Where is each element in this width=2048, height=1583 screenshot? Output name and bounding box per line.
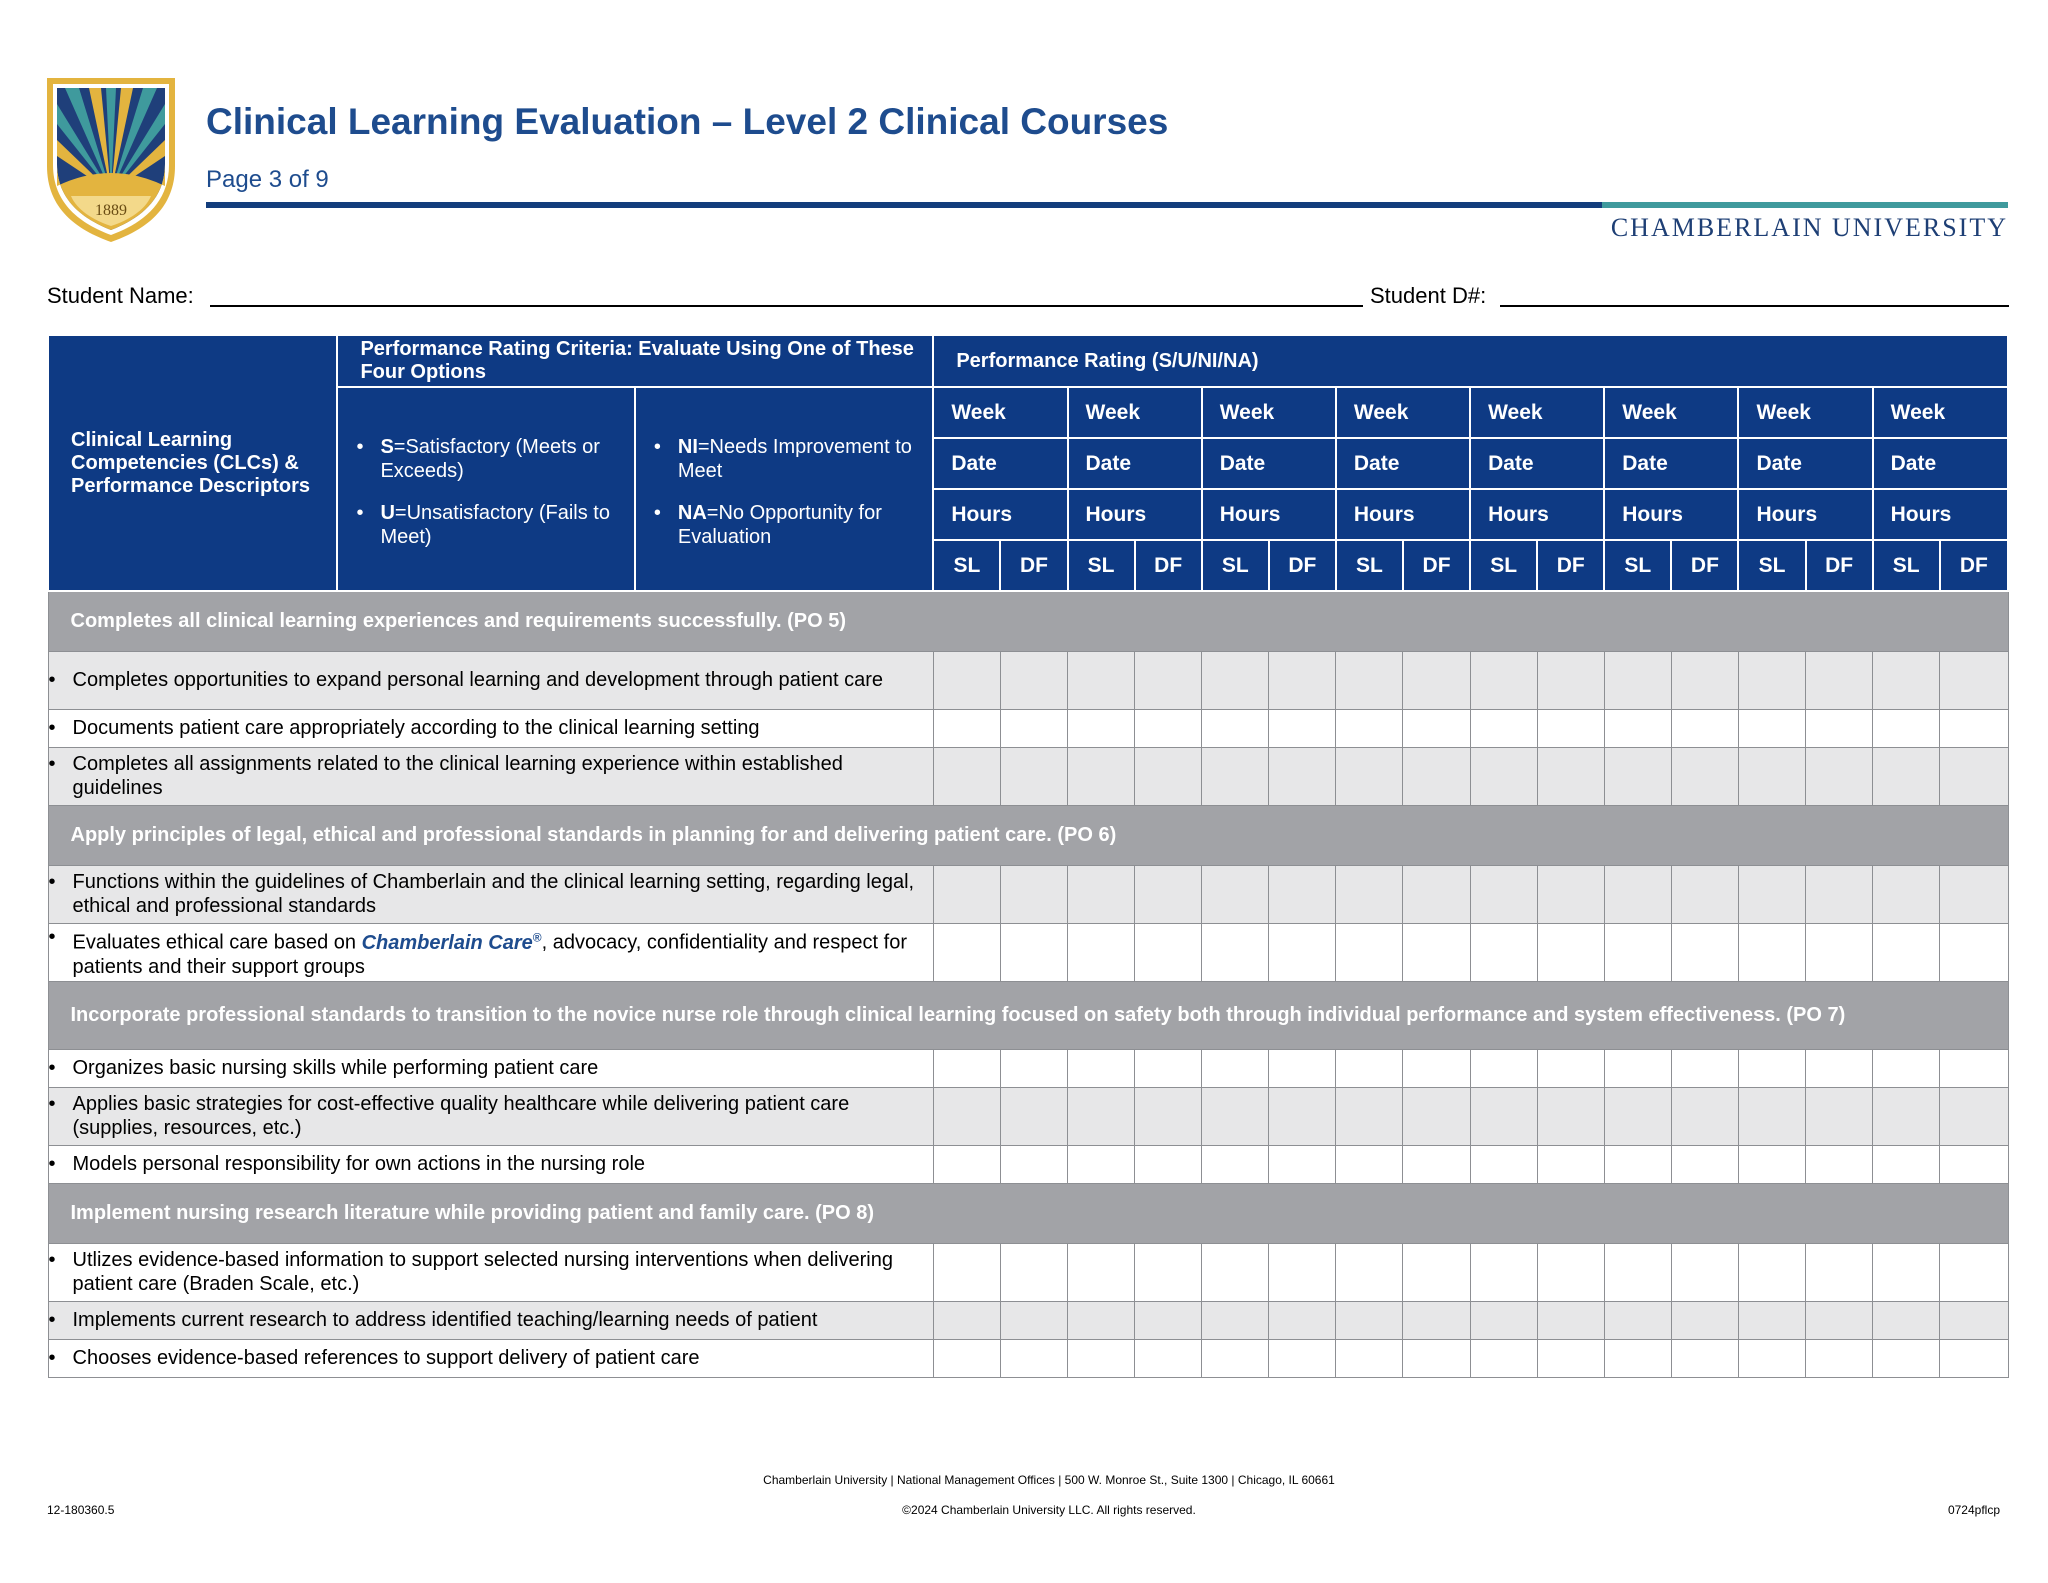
rating-cell-week6-df[interactable] <box>1671 747 1738 805</box>
date-header-7: Date <box>1738 438 1872 489</box>
rating-cell-week1-sl[interactable] <box>933 923 1000 981</box>
rating-cell-week5-df[interactable] <box>1537 1339 1604 1377</box>
rating-cell-week1-df[interactable] <box>1000 1339 1067 1377</box>
competency-descriptor <box>48 1049 933 1087</box>
sl-header-2: SL <box>1068 540 1135 591</box>
rating-cell-week3-sl[interactable] <box>1202 709 1269 747</box>
rating-cell-week4-df[interactable] <box>1403 923 1470 981</box>
week-header-7: Week <box>1738 387 1872 438</box>
rating-cell-week5-sl[interactable] <box>1470 1243 1537 1301</box>
rating-cell-week1-sl[interactable] <box>933 747 1000 805</box>
sl-header-4: SL <box>1336 540 1403 591</box>
rating-cell-week8-df[interactable] <box>1940 923 2008 981</box>
rating-cell-week5-df[interactable] <box>1537 1243 1604 1301</box>
rating-cell-week7-sl[interactable] <box>1738 1145 1805 1183</box>
rating-cell-week2-sl[interactable] <box>1068 1087 1135 1145</box>
week-header-2: Week <box>1068 387 1202 438</box>
rating-cell-week3-df[interactable] <box>1269 1243 1336 1301</box>
rating-cell-week3-df[interactable] <box>1269 747 1336 805</box>
footer-doc-code: 12-180360.5 <box>47 1503 115 1517</box>
rating-cell-week7-sl[interactable] <box>1738 923 1805 981</box>
competency-descriptor <box>48 1087 933 1145</box>
rating-cell-week2-df[interactable] <box>1135 1243 1202 1301</box>
competency-row <box>48 1243 2008 1301</box>
rating-cell-week2-df[interactable] <box>1135 923 1202 981</box>
rating-cell-week6-df[interactable] <box>1671 923 1738 981</box>
rating-cell-week4-sl[interactable] <box>1336 1049 1403 1087</box>
rating-cell-week5-df[interactable] <box>1537 709 1604 747</box>
rating-cell-week4-sl[interactable] <box>1336 1339 1403 1377</box>
header-rule-teal <box>1602 202 2008 208</box>
section-row <box>48 981 2008 1049</box>
rating-cell-week4-df[interactable] <box>1403 1301 1470 1339</box>
competency-descriptor <box>48 709 933 747</box>
rating-cell-week1-df[interactable] <box>1000 747 1067 805</box>
rating-cell-week4-df[interactable] <box>1403 651 1470 709</box>
hours-header-6: Hours <box>1604 489 1738 540</box>
date-header-5: Date <box>1470 438 1604 489</box>
rating-cell-week4-df[interactable] <box>1403 1339 1470 1377</box>
rating-cell-week8-sl[interactable] <box>1873 651 1940 709</box>
competency-descriptor <box>48 1301 933 1339</box>
sl-header-8: SL <box>1873 540 1940 591</box>
hours-header-8: Hours <box>1873 489 2008 540</box>
week-header-6: Week <box>1604 387 1738 438</box>
footer-address: Chamberlain University | National Management Offices | 500 W. Monroe St., Suite 1300 | Chicago, IL 60661 <box>763 1473 1335 1487</box>
sl-header-6: SL <box>1604 540 1671 591</box>
date-header-2: Date <box>1068 438 1202 489</box>
rating-cell-week3-sl[interactable] <box>1202 923 1269 981</box>
df-header-5: DF <box>1537 540 1604 591</box>
rating-cell-week6-df[interactable] <box>1671 1301 1738 1339</box>
competency-row <box>48 747 2008 805</box>
rating-cell-week2-df[interactable] <box>1135 747 1202 805</box>
rating-cell-week2-sl[interactable] <box>1068 1243 1135 1301</box>
rating-cell-week5-df[interactable] <box>1537 865 1604 923</box>
rating-cell-week5-df[interactable] <box>1537 1301 1604 1339</box>
date-header-3: Date <box>1202 438 1336 489</box>
rating-cell-week6-df[interactable] <box>1671 865 1738 923</box>
descriptor-text: • Completes all assignments related to the clinical learning experience within established guidelines <box>49 752 933 800</box>
rating-cell-week6-sl[interactable] <box>1604 1339 1671 1377</box>
section-row <box>48 1183 2008 1243</box>
rating-cell-week6-df[interactable] <box>1671 1049 1738 1087</box>
competency-row <box>48 923 2008 981</box>
clc-header: Clinical Learning Competencies (CLCs) & Performance Descriptors <box>48 335 337 591</box>
section-row <box>48 805 2008 865</box>
rating-cell-week7-df[interactable] <box>1806 747 1873 805</box>
rating-cell-week4-sl[interactable] <box>1336 1243 1403 1301</box>
rating-cell-week1-df[interactable] <box>1000 1145 1067 1183</box>
descriptor-text: • Utlizes evidence-based information to support selected nursing interventions when delivering patient care (Braden Scale, etc.) <box>49 1248 933 1296</box>
rating-cell-week8-df[interactable] <box>1940 865 2008 923</box>
rating-cell-week7-df[interactable] <box>1806 651 1873 709</box>
rating-cell-week7-df[interactable] <box>1806 1049 1873 1087</box>
rating-cell-week7-df[interactable] <box>1806 709 1873 747</box>
rating-cell-week6-sl[interactable] <box>1604 923 1671 981</box>
competency-descriptor <box>48 865 933 923</box>
rating-cell-week1-df[interactable] <box>1000 1301 1067 1339</box>
rating-cell-week6-sl[interactable] <box>1604 1087 1671 1145</box>
rating-cell-week4-df[interactable] <box>1403 865 1470 923</box>
rating-cell-week3-sl[interactable] <box>1202 1243 1269 1301</box>
rating-cell-week8-df[interactable] <box>1940 747 2008 805</box>
rating-cell-week4-sl[interactable] <box>1336 747 1403 805</box>
rating-cell-week7-df[interactable] <box>1806 865 1873 923</box>
student-name-field[interactable] <box>210 305 1363 307</box>
competency-row <box>48 1301 2008 1339</box>
competency-descriptor <box>48 1145 933 1183</box>
rating-cell-week2-sl[interactable] <box>1068 923 1135 981</box>
descriptor-text-post: , advocacy, confidentiality and respect for patients and their support groups <box>72 931 907 978</box>
rating-cell-week7-df[interactable] <box>1806 1243 1873 1301</box>
rating-cell-week1-df[interactable] <box>1000 709 1067 747</box>
week-header-4: Week <box>1336 387 1470 438</box>
rating-cell-week4-df[interactable] <box>1403 1145 1470 1183</box>
rating-cell-week2-sl[interactable] <box>1068 1301 1135 1339</box>
week-header-5: Week <box>1470 387 1604 438</box>
date-header-1: Date <box>933 438 1067 489</box>
rating-cell-week5-df[interactable] <box>1537 651 1604 709</box>
rating-cell-week6-sl[interactable] <box>1604 1243 1671 1301</box>
criteria-options-right <box>635 387 933 591</box>
competency-row <box>48 1339 2008 1377</box>
rating-cell-week3-df[interactable] <box>1269 1049 1336 1087</box>
rating-cell-week8-sl[interactable] <box>1873 1339 1940 1377</box>
competency-descriptor <box>48 747 933 805</box>
rating-cell-week8-sl[interactable] <box>1873 1301 1940 1339</box>
rating-cell-week7-sl[interactable] <box>1738 1301 1805 1339</box>
option-s: • S=Satisfactory (Meets or Exceeds) <box>356 435 633 483</box>
rating-cell-week5-sl[interactable] <box>1470 923 1537 981</box>
rating-cell-week7-sl[interactable] <box>1738 651 1805 709</box>
rating-cell-week2-sl[interactable] <box>1068 1049 1135 1087</box>
df-header-8: DF <box>1940 540 2008 591</box>
section-title: Incorporate professional standards to transition to the novice nurse role through clinical learning focused on safety both through individual performance and system effectiveness. (PO 7) <box>48 981 2008 1049</box>
competency-descriptor <box>48 1243 933 1301</box>
rating-cell-week8-sl[interactable] <box>1873 923 1940 981</box>
rating-cell-week3-df[interactable] <box>1269 923 1336 981</box>
rating-cell-week4-df[interactable] <box>1403 747 1470 805</box>
df-header-3: DF <box>1269 540 1336 591</box>
rating-cell-week2-df[interactable] <box>1135 1049 1202 1087</box>
rating-cell-week2-sl[interactable] <box>1068 651 1135 709</box>
rating-cell-week2-sl[interactable] <box>1068 747 1135 805</box>
rating-cell-week5-sl[interactable] <box>1470 1049 1537 1087</box>
rating-cell-week5-sl[interactable] <box>1470 1145 1537 1183</box>
rating-cell-week6-sl[interactable] <box>1604 709 1671 747</box>
competency-row <box>48 1145 2008 1183</box>
rating-cell-week3-sl[interactable] <box>1202 865 1269 923</box>
descriptor-text: • Completes opportunities to expand personal learning and development through patient care <box>49 668 933 692</box>
rating-cell-week8-sl[interactable] <box>1873 747 1940 805</box>
rating-cell-week5-sl[interactable] <box>1470 1339 1537 1377</box>
rating-cell-week1-df[interactable] <box>1000 923 1067 981</box>
criteria-options-left <box>337 387 634 591</box>
descriptor-text <box>49 925 933 979</box>
date-header-8: Date <box>1873 438 2008 489</box>
rating-cell-week6-df[interactable] <box>1671 1087 1738 1145</box>
sl-header-1: SL <box>933 540 1000 591</box>
df-header-2: DF <box>1135 540 1202 591</box>
rating-cell-week8-df[interactable] <box>1940 1243 2008 1301</box>
rating-cell-week6-sl[interactable] <box>1604 747 1671 805</box>
rating-cell-week1-df[interactable] <box>1000 1243 1067 1301</box>
competency-row <box>48 865 2008 923</box>
rating-cell-week4-df[interactable] <box>1403 1087 1470 1145</box>
university-wordmark: CHAMBERLAIN UNIVERSITY <box>1610 213 2008 242</box>
rating-cell-week5-sl[interactable] <box>1470 1301 1537 1339</box>
student-id-label: Student D#: <box>1370 283 1487 308</box>
rating-cell-week3-df[interactable] <box>1269 1145 1336 1183</box>
df-header-6: DF <box>1671 540 1738 591</box>
rating-cell-week1-sl[interactable] <box>933 1339 1000 1377</box>
rating-cell-week6-df[interactable] <box>1671 1243 1738 1301</box>
rating-cell-week7-sl[interactable] <box>1738 1049 1805 1087</box>
competency-descriptor <box>48 1339 933 1377</box>
df-header-1: DF <box>1000 540 1067 591</box>
descriptor-text-pre: Evaluates ethical care based on <box>72 931 362 954</box>
crest-year: 1889 <box>95 202 127 219</box>
rating-cell-week2-df[interactable] <box>1135 651 1202 709</box>
rating-cell-week1-df[interactable] <box>1000 1049 1067 1087</box>
rating-cell-week2-df[interactable] <box>1135 1339 1202 1377</box>
rating-cell-week3-df[interactable] <box>1269 651 1336 709</box>
rating-cell-week2-df[interactable] <box>1135 1145 1202 1183</box>
rating-cell-week6-df[interactable] <box>1671 709 1738 747</box>
rating-cell-week8-sl[interactable] <box>1873 1049 1940 1087</box>
section-title: Implement nursing research literature while providing patient and family care. (PO 8) <box>48 1183 2008 1243</box>
rating-cell-week7-sl[interactable] <box>1738 865 1805 923</box>
rating-cell-week8-df[interactable] <box>1940 1049 2008 1087</box>
rating-cell-week4-sl[interactable] <box>1336 1087 1403 1145</box>
rating-cell-week2-sl[interactable] <box>1068 865 1135 923</box>
rating-cell-week3-df[interactable] <box>1269 865 1336 923</box>
rating-cell-week8-df[interactable] <box>1940 709 2008 747</box>
rating-cell-week1-sl[interactable] <box>933 709 1000 747</box>
rating-cell-week8-df[interactable] <box>1940 1301 2008 1339</box>
rating-cell-week7-df[interactable] <box>1806 1087 1873 1145</box>
rating-cell-week7-sl[interactable] <box>1738 709 1805 747</box>
rating-cell-week4-sl[interactable] <box>1336 865 1403 923</box>
student-id-field[interactable] <box>1500 305 2009 307</box>
rating-cell-week7-df[interactable] <box>1806 923 1873 981</box>
rating-cell-week2-sl[interactable] <box>1068 1145 1135 1183</box>
sl-header-5: SL <box>1470 540 1537 591</box>
option-u: • U=Unsatisfactory (Fails to Meet) <box>356 501 633 549</box>
descriptor-text: • Applies basic strategies for cost-effective quality healthcare while delivering patient care (supplies, resources, etc.) <box>49 1092 933 1140</box>
descriptor-text: • Models personal responsibility for own actions in the nursing role <box>49 1152 933 1176</box>
sl-header-7: SL <box>1738 540 1805 591</box>
hours-header-2: Hours <box>1068 489 1202 540</box>
rating-cell-week8-df[interactable] <box>1940 1145 2008 1183</box>
page-title: Clinical Learning Evaluation – Level 2 Clinical Courses <box>206 101 1169 142</box>
rating-cell-week1-sl[interactable] <box>933 1145 1000 1183</box>
hours-header-1: Hours <box>933 489 1067 540</box>
competency-row <box>48 709 2008 747</box>
rating-cell-week5-sl[interactable] <box>1470 709 1537 747</box>
rating-cell-week3-df[interactable] <box>1269 709 1336 747</box>
rating-cell-week1-df[interactable] <box>1000 651 1067 709</box>
rating-cell-week5-sl[interactable] <box>1470 865 1537 923</box>
rating-cell-week7-df[interactable] <box>1806 1339 1873 1377</box>
rating-cell-week3-sl[interactable] <box>1202 747 1269 805</box>
rating-cell-week8-df[interactable] <box>1940 651 2008 709</box>
rating-cell-week3-sl[interactable] <box>1202 1049 1269 1087</box>
rating-cell-week3-df[interactable] <box>1269 1087 1336 1145</box>
rating-cell-week5-sl[interactable] <box>1470 747 1537 805</box>
competency-row <box>48 1087 2008 1145</box>
rating-cell-week5-sl[interactable] <box>1470 651 1537 709</box>
rating-cell-week8-sl[interactable] <box>1873 1087 1940 1145</box>
rating-cell-week4-sl[interactable] <box>1336 1301 1403 1339</box>
rating-cell-week6-sl[interactable] <box>1604 1049 1671 1087</box>
rating-cell-week2-df[interactable] <box>1135 1301 1202 1339</box>
rating-cell-week8-df[interactable] <box>1940 1087 2008 1145</box>
competency-row <box>48 1049 2008 1087</box>
rating-cell-week5-df[interactable] <box>1537 1087 1604 1145</box>
rating-cell-week1-sl[interactable] <box>933 1087 1000 1145</box>
rating-cell-week7-sl[interactable] <box>1738 1339 1805 1377</box>
chamberlain-care-brand: Chamberlain Care® <box>361 930 542 954</box>
rating-cell-week5-df[interactable] <box>1537 923 1604 981</box>
rating-cell-week8-sl[interactable] <box>1873 1243 1940 1301</box>
rating-cell-week7-sl[interactable] <box>1738 747 1805 805</box>
rating-cell-week6-sl[interactable] <box>1604 651 1671 709</box>
rating-cell-week3-sl[interactable] <box>1202 651 1269 709</box>
hours-header-7: Hours <box>1738 489 1872 540</box>
rating-cell-week4-df[interactable] <box>1403 1049 1470 1087</box>
rating-cell-week8-sl[interactable] <box>1873 709 1940 747</box>
rating-cell-week4-sl[interactable] <box>1336 923 1403 981</box>
rating-cell-week8-df[interactable] <box>1940 1339 2008 1377</box>
rating-cell-week3-df[interactable] <box>1269 1301 1336 1339</box>
rating-cell-week6-sl[interactable] <box>1604 865 1671 923</box>
rating-cell-week6-df[interactable] <box>1671 1339 1738 1377</box>
rating-cell-week5-df[interactable] <box>1537 1049 1604 1087</box>
section-title: Completes all clinical learning experiences and requirements successfully. (PO 5) <box>48 591 2008 651</box>
competency-row <box>48 651 2008 709</box>
rating-cell-week4-sl[interactable] <box>1336 651 1403 709</box>
rating-cell-week2-sl[interactable] <box>1068 709 1135 747</box>
date-header-4: Date <box>1336 438 1470 489</box>
rating-cell-week4-df[interactable] <box>1403 1243 1470 1301</box>
week-header-3: Week <box>1202 387 1336 438</box>
descriptor-text: • Organizes basic nursing skills while performing patient care <box>49 1056 933 1080</box>
option-na: • NA=No Opportunity for Evaluation <box>654 501 932 549</box>
rating-cell-week8-sl[interactable] <box>1873 1145 1940 1183</box>
rating-cell-week1-sl[interactable] <box>933 865 1000 923</box>
rating-cell-week6-sl[interactable] <box>1604 1145 1671 1183</box>
header-rule-blue <box>206 202 1602 208</box>
hours-header-3: Hours <box>1202 489 1336 540</box>
rating-cell-week2-sl[interactable] <box>1068 1339 1135 1377</box>
rating-cell-week2-df[interactable] <box>1135 1087 1202 1145</box>
rating-cell-week5-sl[interactable] <box>1470 1087 1537 1145</box>
rating-cell-week3-df[interactable] <box>1269 1339 1336 1377</box>
rating-cell-week3-sl[interactable] <box>1202 1301 1269 1339</box>
descriptor-text: • Implements current research to address identified teaching/learning needs of patient <box>49 1308 933 1332</box>
date-header-6: Date <box>1604 438 1738 489</box>
section-row <box>48 591 2008 651</box>
rating-cell-week3-sl[interactable] <box>1202 1087 1269 1145</box>
rating-cell-week6-df[interactable] <box>1671 651 1738 709</box>
option-ni: • NI=Needs Improvement to Meet <box>654 435 932 483</box>
rating-cell-week6-df[interactable] <box>1671 1145 1738 1183</box>
rating-cell-week1-df[interactable] <box>1000 1087 1067 1145</box>
rating-cell-week7-df[interactable] <box>1806 1145 1873 1183</box>
university-crest-logo <box>43 74 179 244</box>
rating-cell-week3-sl[interactable] <box>1202 1145 1269 1183</box>
competency-descriptor <box>48 923 933 981</box>
footer-form-code: 0724pflcp <box>1947 1503 2000 1517</box>
rating-cell-week4-sl[interactable] <box>1336 709 1403 747</box>
week-header-8: Week <box>1873 387 2008 438</box>
rating-cell-week2-df[interactable] <box>1135 865 1202 923</box>
sl-header-3: SL <box>1202 540 1269 591</box>
footer-copyright: ©2024 Chamberlain University LLC. All rights reserved. <box>902 1503 1196 1517</box>
hours-header-4: Hours <box>1336 489 1470 540</box>
hours-header-5: Hours <box>1470 489 1604 540</box>
rating-cell-week5-df[interactable] <box>1537 1145 1604 1183</box>
rating-cell-week1-sl[interactable] <box>933 651 1000 709</box>
rating-cell-week7-sl[interactable] <box>1738 1243 1805 1301</box>
section-title: Apply principles of legal, ethical and professional standards in planning for and delivering patient care. (PO 6) <box>48 805 2008 865</box>
descriptor-text: • Functions within the guidelines of Chamberlain and the clinical learning setting, regarding legal, ethical and professional standards <box>49 870 933 918</box>
rating-cell-week3-sl[interactable] <box>1202 1339 1269 1377</box>
rating-cell-week1-sl[interactable] <box>933 1049 1000 1087</box>
rating-cell-week7-df[interactable] <box>1806 1301 1873 1339</box>
df-header-7: DF <box>1806 540 1873 591</box>
competency-descriptor <box>48 651 933 709</box>
rating-header: Performance Rating (S/U/NI/NA) <box>933 335 2008 387</box>
rating-cell-week1-sl[interactable] <box>933 1243 1000 1301</box>
criteria-header: Performance Rating Criteria: Evaluate Using One of These Four Options <box>337 335 933 387</box>
page-number: Page 3 of 9 <box>206 166 329 193</box>
rating-cell-week2-df[interactable] <box>1135 709 1202 747</box>
rating-cell-week6-sl[interactable] <box>1604 1301 1671 1339</box>
evaluation-table <box>47 334 2009 1378</box>
rating-cell-week7-sl[interactable] <box>1738 1087 1805 1145</box>
rating-cell-week1-sl[interactable] <box>933 1301 1000 1339</box>
rating-cell-week5-df[interactable] <box>1537 747 1604 805</box>
student-name-label: Student Name: <box>47 283 194 308</box>
rating-cell-week4-df[interactable] <box>1403 709 1470 747</box>
rating-cell-week4-sl[interactable] <box>1336 1145 1403 1183</box>
rating-cell-week1-df[interactable] <box>1000 865 1067 923</box>
df-header-4: DF <box>1403 540 1470 591</box>
descriptor-text: • Chooses evidence-based references to support delivery of patient care <box>49 1346 933 1370</box>
descriptor-text: • Documents patient care appropriately according to the clinical learning setting <box>49 716 933 740</box>
rating-cell-week8-sl[interactable] <box>1873 865 1940 923</box>
week-header-1: Week <box>933 387 1067 438</box>
